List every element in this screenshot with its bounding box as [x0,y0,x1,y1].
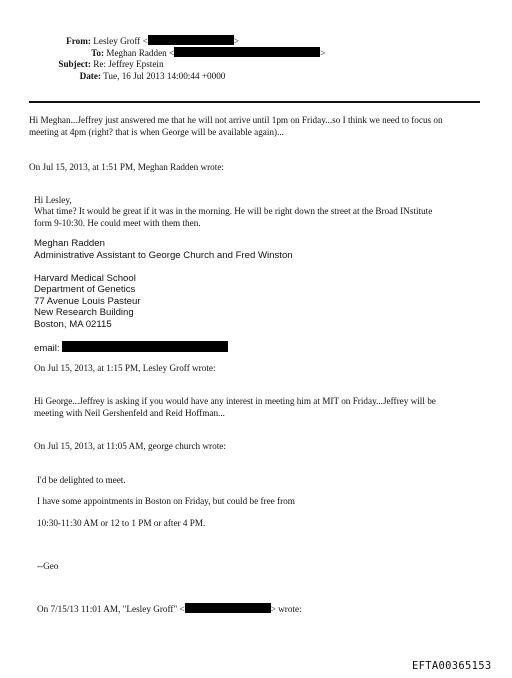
subject-label: Subject: [58,59,91,69]
header-date [29,71,225,83]
quote-line: I'd be delighted to meet. [37,475,126,485]
redaction-bar [148,35,234,45]
quote-line: Hi Lesley, [34,195,72,205]
from-value: Lesley Groff < [93,36,148,46]
quote-attribution: On Jul 15, 2013, at 1:51 PM, Meghan Radden wrote: [29,162,224,172]
document-id: EFTA00365153 [412,660,492,672]
attribution-prefix: On 7/15/13 11:01 AM, "Lesley Groff" < [37,604,185,614]
quote-line: Hi George...Jeffrey is asking if you would have any interest in meeting him at MIT on Friday...Jeffrey will be [34,396,436,406]
redaction-bar [174,47,320,57]
signature-name: Meghan Radden [34,238,105,249]
redaction-bar [185,603,271,613]
quote-signoff: --Geo [37,561,59,571]
from-close: > [233,36,239,46]
to-close: > [320,48,326,58]
signature-title: Administrative Assistant to George Church and Fred Winston [34,250,293,261]
header-from [29,35,239,48]
quote-line: What time? It would be great if it was in the morning. He will be right down the street at the Broad INstitute [34,206,433,216]
email-line [34,341,228,355]
quote-attribution [37,603,302,616]
from-label: From: [66,36,91,46]
header-to [29,47,325,60]
redaction-bar [62,341,228,352]
message-line: meeting at 4pm (right? that is when George will be available again)... [29,127,284,137]
quote-attribution: On Jul 15, 2013, at 11:05 AM, george church wrote: [34,441,226,451]
address-line: Department of Genetics [34,284,136,295]
to-label: To: [91,48,104,58]
address-line: 77 Avenue Louis Pasteur [34,296,141,307]
to-value: Meghan Radden < [106,48,175,58]
quote-line: 10:30-11:30 AM or 12 to 1 PM or after 4 PM. [37,518,206,528]
quote-line: meeting with Neil Gershenfeld and Reid Hoffman... [34,408,225,418]
email-label: email: [34,343,60,354]
address-line: Boston, MA 02115 [34,319,112,330]
quote-line: form 9-10:30. He could meet with them then. [34,218,201,228]
header-subject [29,59,164,71]
date-label: Date: [79,71,101,81]
quote-attribution: On Jul 15, 2013, at 1:15 PM, Lesley Groff wrote: [34,363,216,373]
header-divider [29,101,480,103]
address-line: New Research Building [34,307,134,318]
subject-value: Re: Jeffrey Epstein [93,59,164,69]
quote-line: I have some appointments in Boston on Friday, but could be free from [37,496,295,506]
address-line: Harvard Medical School [34,273,136,284]
date-value: Tue, 16 Jul 2013 14:00:44 +0000 [103,71,226,81]
attribution-suffix: > wrote: [270,604,302,614]
message-line: Hi Meghan...Jeffrey just answered me that he will not arrive until 1pm on Friday...so I think we need to focus on [29,115,443,125]
